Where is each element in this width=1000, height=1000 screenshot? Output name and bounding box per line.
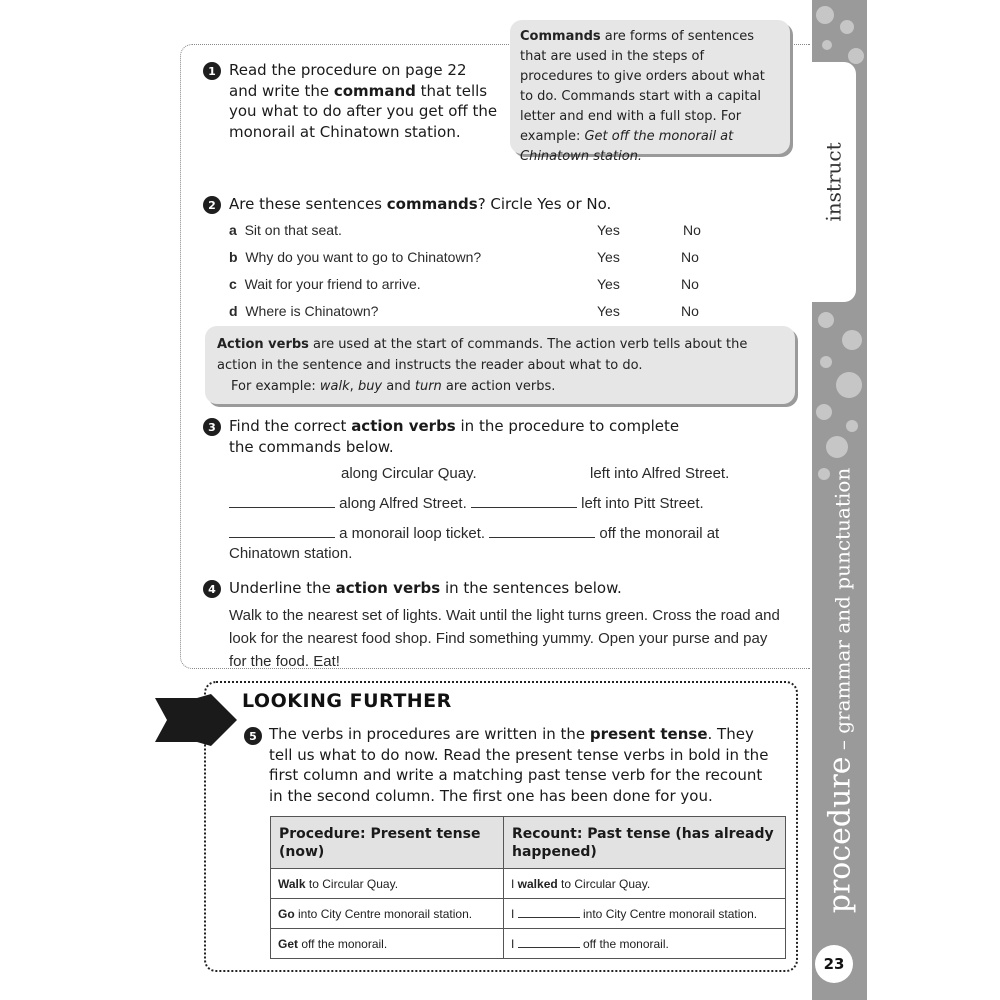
table-header-row <box>271 817 786 869</box>
q3-line1-b: left into Alfred Street. <box>590 465 730 482</box>
question-3-text: Find the correct action verbs in the procedure to complete the commands below. <box>229 417 680 456</box>
side-title <box>812 440 867 940</box>
commands-info-box <box>510 20 790 164</box>
table-cell: Go into City Centre monorail station. <box>271 899 504 929</box>
action-verbs-definition: are used at the start of commands. The action verb tells about the action in the sentence and instructs the reader about what to do. <box>217 337 748 373</box>
answer-blank[interactable] <box>229 494 335 508</box>
answer-blank[interactable] <box>229 524 335 538</box>
q4-paragraph: Walk to the nearest set of lights. Wait until the light turns green. Cross the road and look for the nearest food shop. Find something yummy. Open your purse and pay for the food. Eat! <box>229 607 780 670</box>
decor-dot <box>822 40 832 50</box>
q2-item-c: c Wait for your friend to arrive. <box>229 276 421 292</box>
arrow-icon <box>153 694 239 746</box>
table-cell: I off the monorail. <box>504 929 786 959</box>
q2-no-b[interactable]: No <box>681 249 699 265</box>
q2-no-d[interactable]: No <box>681 303 699 319</box>
question-4-text: Underline the action verbs in the sentences below. <box>229 579 622 597</box>
question-number-1: 1 <box>203 62 221 80</box>
q2-item-d: d Where is Chinatown? <box>229 303 379 319</box>
looking-further-title: LOOKING FURTHER <box>242 690 452 712</box>
q3-line2: along Alfred Street. left into Pitt Street. <box>229 492 704 515</box>
section-title: procedure <box>822 755 858 913</box>
answer-blank[interactable] <box>489 524 595 538</box>
answer-blank[interactable] <box>518 937 580 948</box>
q2-yes-c[interactable]: Yes <box>597 276 620 292</box>
commands-example: Get off the monorail at Chinatown station. <box>520 129 734 164</box>
decor-dot <box>816 6 834 24</box>
table-cell: Walk to Circular Quay. <box>271 869 504 899</box>
question-5-text: The verbs in procedures are written in the present tense. They tell us what to do now. Read the present tense verbs in bold in the first column and write a matching past tense verb for the recount in the second column. The first one has been done for you. <box>269 725 769 805</box>
decor-dot <box>846 420 858 432</box>
table-row <box>271 899 786 929</box>
decor-dot <box>818 312 834 328</box>
q3-line3: a monorail loop ticket. off the monorail at <box>229 522 719 545</box>
commands-definition: are forms of sentences that are used in the steps of procedures to give orders about what to do. Commands start with a capital letter and end with a full stop. For example: <box>520 29 765 144</box>
answer-blank[interactable] <box>471 494 577 508</box>
table-cell: Get off the monorail. <box>271 929 504 959</box>
q3-line1-a: along Circular Quay. <box>341 465 477 482</box>
page-number: 23 <box>815 945 853 983</box>
action-verbs-info-box: Action verbs are used at the start of commands. The action verb tells about the action in the sentence and instructs the reader about what to do. For example: walk, buy and turn are action verbs. <box>205 326 795 404</box>
decor-dot <box>816 404 832 420</box>
tab-instruct-text: instruct <box>822 142 847 222</box>
decor-dot <box>840 20 854 34</box>
question-number-2: 2 <box>203 196 221 214</box>
q2-no-c[interactable]: No <box>681 276 699 292</box>
table-row <box>271 869 786 899</box>
q3-line4: Chinatown station. <box>229 545 353 562</box>
table-header: Procedure: Present tense (now) <box>271 817 504 869</box>
question-1-text: Read the procedure on page 22 and write the command that tells you what to do after you get off the monorail at Chinatown station. <box>229 61 498 141</box>
decor-dot <box>820 356 832 368</box>
q2-yes-a[interactable]: Yes <box>597 222 620 238</box>
q2-item-b: b Why do you want to go to Chinatown? <box>229 249 482 265</box>
question-2-text: Are these sentences commands? Circle Yes or No. <box>229 195 612 213</box>
q2-item-a: a Sit on that seat. <box>229 222 342 238</box>
answer-blank[interactable] <box>518 907 580 918</box>
action-verbs-term: Action verbs <box>217 337 309 352</box>
commands-term: Commands <box>520 29 601 44</box>
q2-yes-d[interactable]: Yes <box>597 303 620 319</box>
table-header: Recount: Past tense (has already happened) <box>504 817 786 869</box>
decor-dot <box>836 372 862 398</box>
side-tab-label <box>812 62 856 302</box>
tense-table <box>270 816 786 959</box>
q2-no-a[interactable]: No <box>683 222 701 238</box>
section-title-dash: – <box>830 733 855 756</box>
table-cell: I walked to Circular Quay. <box>504 869 786 899</box>
question-number-4: 4 <box>203 580 221 598</box>
question-number-3: 3 <box>203 418 221 436</box>
table-row <box>271 929 786 959</box>
table-cell: I into City Centre monorail station. <box>504 899 786 929</box>
decor-dot <box>842 330 862 350</box>
section-subtitle: grammar and punctuation <box>830 467 855 734</box>
question-number-5: 5 <box>244 727 262 745</box>
q2-yes-b[interactable]: Yes <box>597 249 620 265</box>
